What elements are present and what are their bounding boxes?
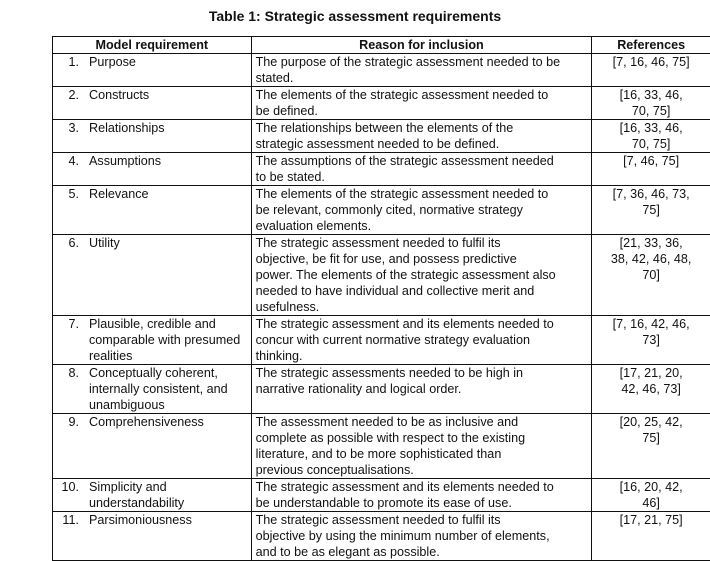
reason-line: The purpose of the strategic assessment needed to be bbox=[256, 54, 588, 70]
reason-line: needed to have individual and collective merit and bbox=[256, 283, 588, 299]
references-cell bbox=[592, 316, 710, 365]
reason-cell bbox=[251, 316, 592, 365]
reason-line: literature, and to be more sophisticated than bbox=[256, 446, 588, 462]
refs-line: [7, 16, 46, 75] bbox=[596, 54, 706, 70]
reason-line: concur with current normative strategy evaluation bbox=[256, 332, 588, 348]
header-model-requirement: Model requirement bbox=[53, 37, 252, 54]
refs-line: [7, 36, 46, 73, bbox=[596, 186, 706, 202]
req-line: Simplicity and bbox=[89, 479, 184, 495]
refs-line: 38, 42, 46, 48, bbox=[596, 251, 706, 267]
refs-line: [16, 20, 42, bbox=[596, 479, 706, 495]
requirement-number: 8. bbox=[57, 365, 79, 381]
reason-line: The assumptions of the strategic assessment needed bbox=[256, 153, 588, 169]
table-row bbox=[53, 235, 710, 316]
model-requirement-cell bbox=[53, 235, 252, 316]
refs-line: 75] bbox=[596, 430, 706, 446]
reason-line: be understandable to promote its ease of use. bbox=[256, 495, 588, 511]
requirement-name bbox=[89, 479, 184, 511]
references-cell bbox=[592, 186, 710, 235]
reason-line: evaluation elements. bbox=[256, 218, 588, 234]
reason-line: stated. bbox=[256, 70, 588, 86]
refs-line: 42, 46, 73] bbox=[596, 381, 706, 397]
req-line: understandability bbox=[89, 495, 184, 511]
reason-cell bbox=[251, 186, 592, 235]
reason-cell bbox=[251, 414, 592, 479]
reason-line: to be stated. bbox=[256, 169, 588, 185]
references-cell bbox=[592, 87, 710, 120]
table-row bbox=[53, 120, 710, 153]
references-cell bbox=[592, 235, 710, 316]
refs-line: [16, 33, 46, bbox=[596, 87, 706, 103]
reason-line: The assessment needed to be as inclusive and bbox=[256, 414, 588, 430]
requirement-number: 3. bbox=[57, 120, 79, 136]
reason-line: The strategic assessments needed to be high in bbox=[256, 365, 588, 381]
req-line: Relevance bbox=[89, 186, 149, 202]
requirement-number: 9. bbox=[57, 414, 79, 430]
reason-cell bbox=[251, 235, 592, 316]
references-cell bbox=[592, 54, 710, 87]
refs-line: 70, 75] bbox=[596, 136, 706, 152]
table-title: Table 1: Strategic assessment requirements bbox=[0, 8, 710, 24]
requirement-number: 10. bbox=[57, 479, 79, 495]
reason-line: complete as possible with respect to the existing bbox=[256, 430, 588, 446]
requirement-name bbox=[89, 316, 240, 364]
table-row bbox=[53, 316, 710, 365]
reason-line: The strategic assessment and its elements needed to bbox=[256, 479, 588, 495]
refs-line: 46] bbox=[596, 495, 706, 511]
references-cell bbox=[592, 512, 710, 561]
requirement-name bbox=[89, 186, 149, 202]
refs-line: [20, 25, 42, bbox=[596, 414, 706, 430]
table-row bbox=[53, 54, 710, 87]
reason-cell bbox=[251, 87, 592, 120]
reason-line: objective by using the minimum number of elements, bbox=[256, 528, 588, 544]
refs-line: 70] bbox=[596, 267, 706, 283]
model-requirement-cell bbox=[53, 87, 252, 120]
reason-cell bbox=[251, 479, 592, 512]
requirement-number: 2. bbox=[57, 87, 79, 103]
refs-line: [21, 33, 36, bbox=[596, 235, 706, 251]
refs-line: [17, 21, 20, bbox=[596, 365, 706, 381]
reason-line: usefulness. bbox=[256, 299, 588, 315]
requirement-number: 5. bbox=[57, 186, 79, 202]
reason-line: The strategic assessment needed to fulfil its bbox=[256, 235, 588, 251]
requirement-name bbox=[89, 414, 204, 430]
references-cell bbox=[592, 120, 710, 153]
header-reason: Reason for inclusion bbox=[251, 37, 592, 54]
model-requirement-cell bbox=[53, 512, 252, 561]
requirement-name bbox=[89, 512, 192, 528]
requirement-number: 11. bbox=[57, 512, 79, 528]
reason-line: objective, be fit for use, and possess predictive bbox=[256, 251, 588, 267]
req-line: unambiguous bbox=[89, 397, 228, 413]
reason-line: be defined. bbox=[256, 103, 588, 119]
header-references: References bbox=[592, 37, 710, 54]
requirement-name bbox=[89, 153, 161, 169]
reason-line: and to be as elegant as possible. bbox=[256, 544, 588, 560]
reason-cell bbox=[251, 120, 592, 153]
req-line: Utility bbox=[89, 235, 120, 251]
reason-line: thinking. bbox=[256, 348, 588, 364]
req-line: Purpose bbox=[89, 54, 136, 70]
reason-line: The elements of the strategic assessment needed to bbox=[256, 186, 588, 202]
requirement-number: 6. bbox=[57, 235, 79, 251]
refs-line: [7, 16, 42, 46, bbox=[596, 316, 706, 332]
table-row bbox=[53, 479, 710, 512]
reason-line: The elements of the strategic assessment needed to bbox=[256, 87, 588, 103]
table-row bbox=[53, 153, 710, 186]
requirement-number: 4. bbox=[57, 153, 79, 169]
requirement-name bbox=[89, 87, 149, 103]
req-line: comparable with presumed bbox=[89, 332, 240, 348]
req-line: Relationships bbox=[89, 120, 165, 136]
requirement-name bbox=[89, 54, 136, 70]
references-cell bbox=[592, 365, 710, 414]
requirement-number: 7. bbox=[57, 316, 79, 332]
model-requirement-cell bbox=[53, 414, 252, 479]
reason-line: The relationships between the elements of the bbox=[256, 120, 588, 136]
reason-line: strategic assessment needed to be defined. bbox=[256, 136, 588, 152]
table-row bbox=[53, 186, 710, 235]
req-line: Constructs bbox=[89, 87, 149, 103]
model-requirement-cell bbox=[53, 316, 252, 365]
requirement-name bbox=[89, 235, 120, 251]
req-line: Parsimoniousness bbox=[89, 512, 192, 528]
table-row bbox=[53, 87, 710, 120]
reason-line: previous conceptualisations. bbox=[256, 462, 588, 478]
reason-line: narrative rationality and logical order. bbox=[256, 381, 588, 397]
references-cell bbox=[592, 153, 710, 186]
req-line: realities bbox=[89, 348, 240, 364]
reason-cell bbox=[251, 365, 592, 414]
refs-line: 73] bbox=[596, 332, 706, 348]
requirements-table bbox=[52, 36, 710, 561]
model-requirement-cell bbox=[53, 120, 252, 153]
reason-line: be relevant, commonly cited, normative strategy bbox=[256, 202, 588, 218]
refs-line: 70, 75] bbox=[596, 103, 706, 119]
req-line: Assumptions bbox=[89, 153, 161, 169]
reason-line: The strategic assessment needed to fulfil its bbox=[256, 512, 588, 528]
references-cell bbox=[592, 479, 710, 512]
references-cell bbox=[592, 414, 710, 479]
model-requirement-cell bbox=[53, 186, 252, 235]
reason-cell bbox=[251, 512, 592, 561]
refs-line: [16, 33, 46, bbox=[596, 120, 706, 136]
requirement-name bbox=[89, 120, 165, 136]
model-requirement-cell bbox=[53, 153, 252, 186]
refs-line: [17, 21, 75] bbox=[596, 512, 706, 528]
req-line: Comprehensiveness bbox=[89, 414, 204, 430]
requirement-name bbox=[89, 365, 228, 413]
model-requirement-cell bbox=[53, 365, 252, 414]
table-row bbox=[53, 365, 710, 414]
table-row bbox=[53, 414, 710, 479]
requirement-number: 1. bbox=[57, 54, 79, 70]
refs-line: [7, 46, 75] bbox=[596, 153, 706, 169]
model-requirement-cell bbox=[53, 479, 252, 512]
reason-line: power. The elements of the strategic assessment also bbox=[256, 267, 588, 283]
req-line: Conceptually coherent, bbox=[89, 365, 228, 381]
req-line: internally consistent, and bbox=[89, 381, 228, 397]
reason-cell bbox=[251, 153, 592, 186]
reason-line: The strategic assessment and its elements needed to bbox=[256, 316, 588, 332]
refs-line: 75] bbox=[596, 202, 706, 218]
reason-cell bbox=[251, 54, 592, 87]
model-requirement-cell bbox=[53, 54, 252, 87]
req-line: Plausible, credible and bbox=[89, 316, 240, 332]
table-row bbox=[53, 512, 710, 561]
header-row bbox=[53, 37, 710, 54]
